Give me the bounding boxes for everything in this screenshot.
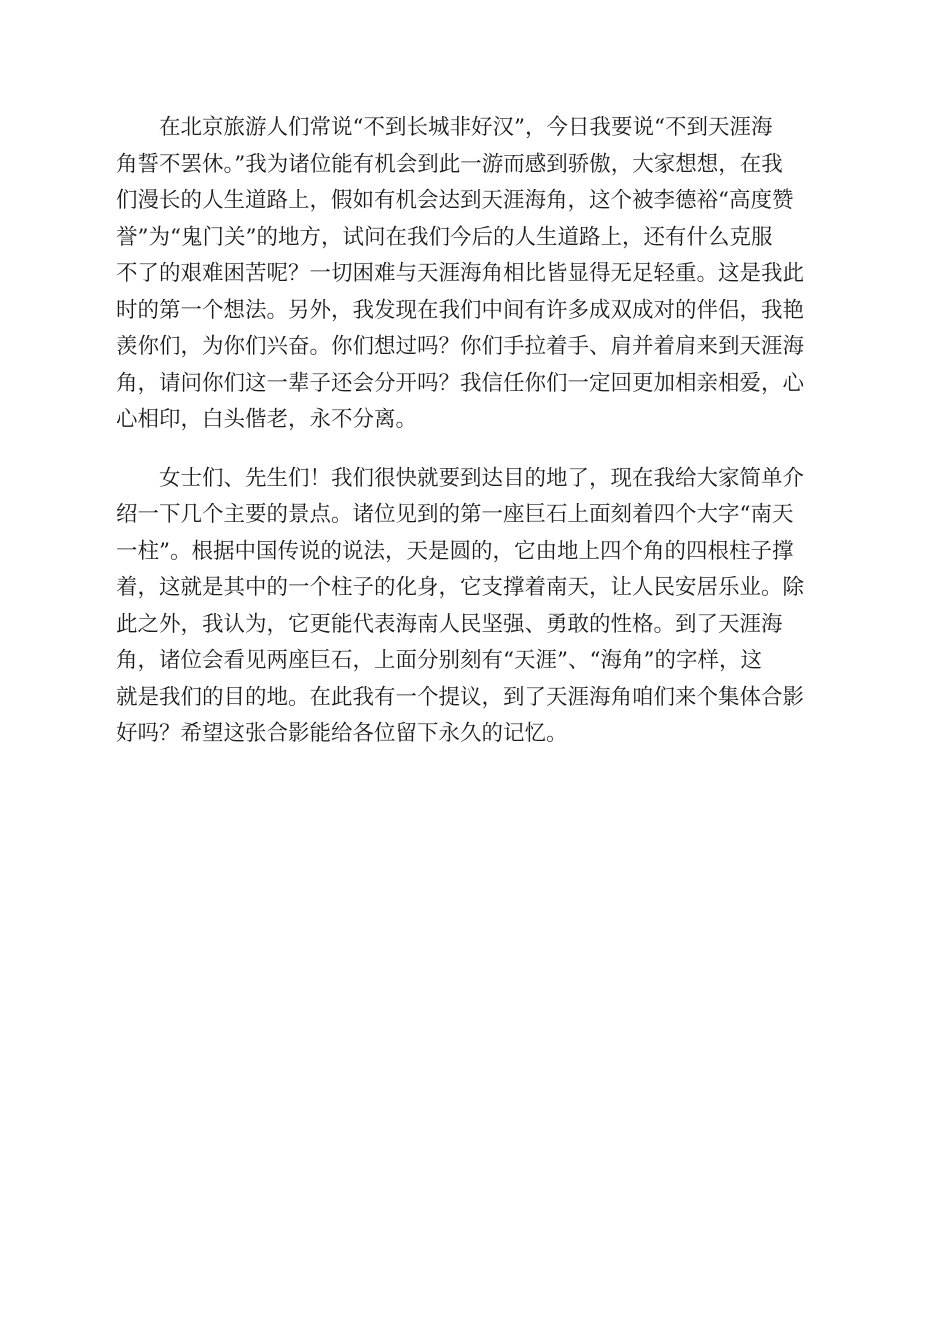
paragraph-line: 着，这就是其中的一个柱子的化身，它支撑着南天，让人民安居乐业。除: [116, 575, 805, 600]
document-body: [116, 110, 834, 753]
paragraph-line: 羡你们，为你们兴奋。你们想过吗？你们手拉着手、肩并着肩来到天涯海: [116, 334, 805, 359]
paragraph-line: 女士们、先生们！我们很快就要到达目的地了，现在我给大家简单介: [159, 465, 805, 491]
paragraph-2: [116, 461, 834, 753]
paragraph-line: 角，请问你们这一辈子还会分开吗？我信任你们一定回更加相亲相爱，心: [116, 370, 805, 396]
paragraph-line: 誉”为“鬼门关”的地方，试问在我们今后的人生道路上，还有什么克服: [116, 224, 773, 250]
paragraph-line: 心相印，白头偕老，永不分离。: [116, 407, 418, 432]
paragraph-line: 好吗？希望这张合影能给各位留下永久的记忆。: [116, 721, 568, 746]
paragraph-line: 时的第一个想法。另外，我发现在我们中间有许多成双成对的伴侣，我艳: [116, 297, 805, 323]
paragraph-line: 一柱”。根据中国传说的说法，天是圆的，它由地上四个角的四根柱子撑: [116, 538, 794, 564]
paragraph-line: 们漫长的人生道路上，假如有机会达到天涯海角，这个被李德裕“高度赞: [116, 188, 794, 213]
paragraph-line: 此之外，我认为，它更能代表海南人民坚强、勇敢的性格。到了天涯海: [116, 611, 783, 637]
paragraph-line: 角，诸位会看见两座巨石，上面分别刻有“天涯”、“海角”的字样，这: [116, 648, 762, 673]
paragraph-line: 在北京旅游人们常说“不到长城非好汉”，今日我要说“不到天涯海: [159, 115, 773, 140]
paragraph-1: [116, 110, 834, 439]
paragraph-line: 绍一下几个主要的景点。诸位见到的第一座巨石上面刻着四个大字“南天: [116, 502, 794, 527]
paragraph-line: 角誓不罢休。”我为诸位能有机会到此一游而感到骄傲，大家想想，在我: [116, 151, 783, 177]
paragraph-line: 不了的艰难困苦呢？一切困难与天涯海角相比皆显得无足轻重。这是我此: [116, 261, 805, 286]
paragraph-line: 就是我们的目的地。在此我有一个提议，到了天涯海角咱们来个集体合影: [116, 684, 805, 710]
